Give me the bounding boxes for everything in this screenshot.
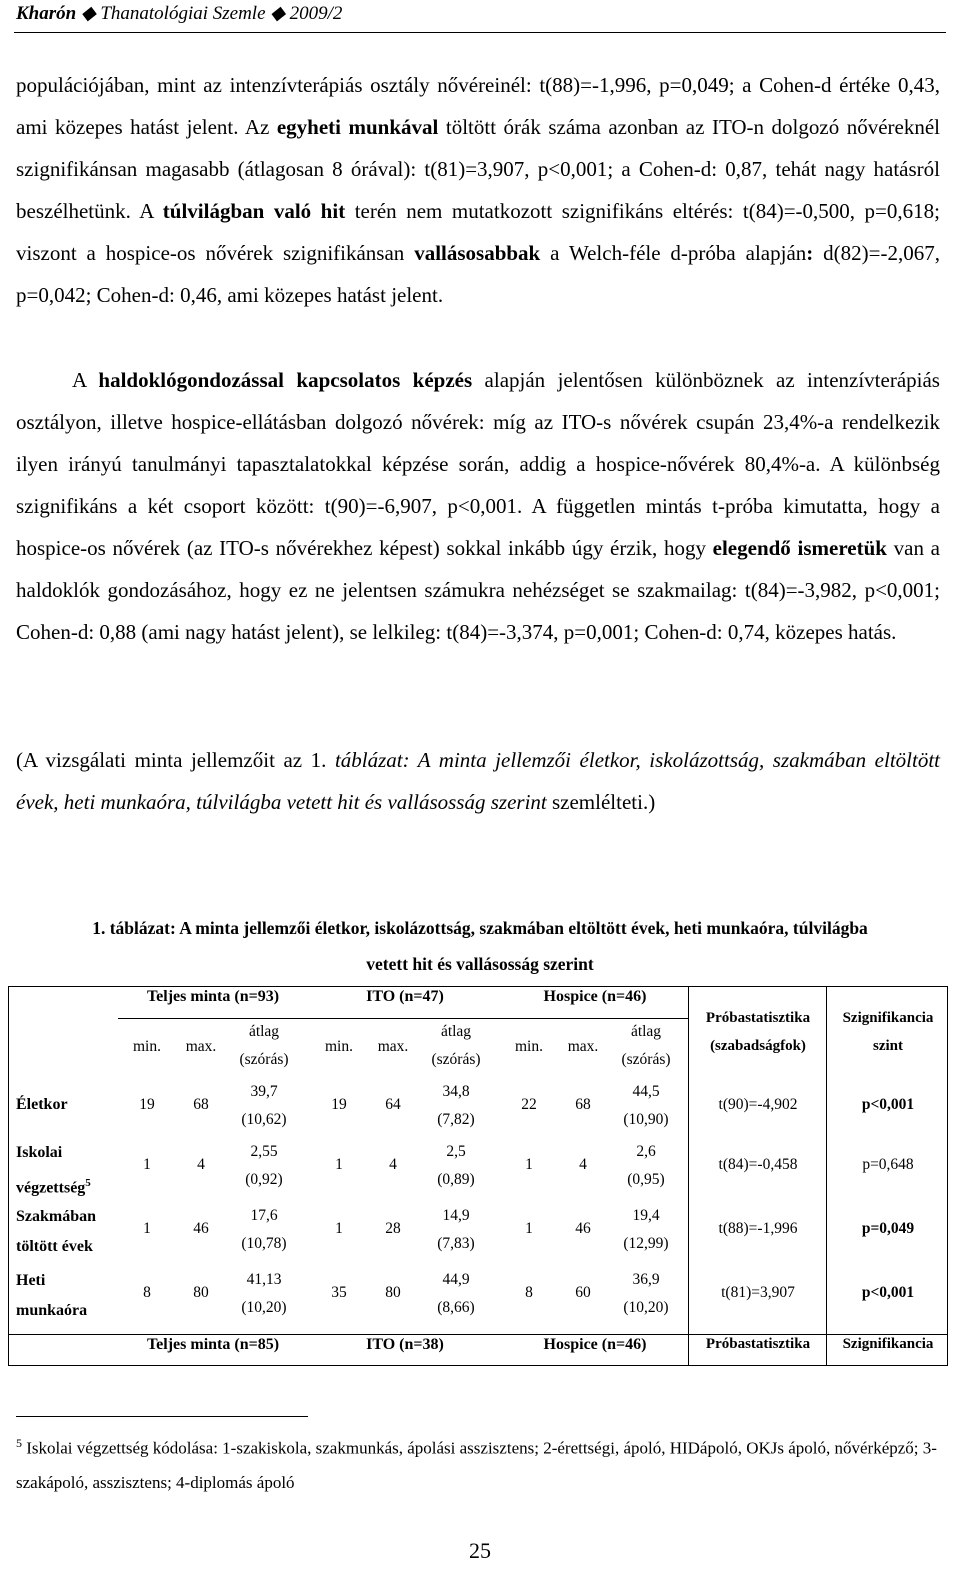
emphasis: vallásosabbak [414,241,541,265]
cell-mean-sd [604,1266,688,1322]
header-line: átlag [630,1023,662,1040]
row-label-line: Életkor [16,1096,68,1113]
cell-min: 19 [139,1096,155,1113]
cell-min: 1 [143,1220,151,1237]
cell-max: 80 [385,1284,401,1301]
table-rule [826,986,827,1366]
col-min-header: min. [325,1038,353,1055]
cell-min: 35 [331,1284,347,1301]
cell-sd: (10,62) [241,1111,287,1128]
row-label [16,1202,96,1262]
row-label-line: munkaóra [16,1302,88,1319]
journal-subtitle: Thanatológiai Szemle [100,3,266,24]
row-label-line: Iskolai [16,1144,63,1161]
cell-mean-sd [414,1138,498,1194]
text-run: a Welch-féle d-próba alapján [540,241,807,265]
cell-mean: 41,13 [246,1271,282,1288]
text-run: szemlélteti.) [546,790,656,814]
paragraph-2 [16,359,940,653]
header-line: Szignifikancia [842,1010,934,1026]
emphasis: túlvilágban való hit [162,199,346,223]
cell-mean: 2,55 [250,1143,278,1160]
cell-sd: (8,66) [437,1299,475,1316]
cell-min: 1 [335,1156,343,1173]
diamond-icon: ◆ [80,3,96,24]
test-stat-header [690,1004,826,1060]
table-rule [118,1018,688,1019]
table-rule [8,1334,948,1335]
col-min-header: min. [133,1038,161,1055]
cell-max: 64 [385,1096,401,1113]
header-line: (szórás) [431,1051,481,1068]
header-line: szint [873,1038,903,1054]
cell-significance: p<0,001 [861,1284,915,1301]
text-run: (A vizsgálati minta jellemzőit az 1. [16,748,335,772]
cell-sd: (7,82) [437,1111,475,1128]
cell-sd: (0,89) [437,1171,475,1188]
cell-max: 80 [193,1284,209,1301]
header-divider [14,32,946,33]
cell-test-stat: t(84)=-0,458 [718,1156,798,1173]
emphasis: elegendő ismeretük [712,536,887,560]
caption-line: vetett hit és vallásosság szerint [366,954,594,974]
emphasis: : [806,241,814,265]
col-mean-header [414,1018,498,1074]
page-number: 25 [469,1538,491,1563]
cell-mean-sd [414,1266,498,1322]
cell-max: 60 [575,1284,591,1301]
cell-min: 19 [331,1096,347,1113]
journal-name: Kharón [16,3,77,24]
col-min-header: min. [515,1038,543,1055]
header-line: (szabadságfok) [710,1038,806,1054]
group-header-hospice: Hospice (n=46) [543,988,647,1005]
cell-max: 4 [197,1156,205,1173]
group-footer-total: Teljes minta (n=85) [146,1336,280,1353]
row-label [16,1138,91,1203]
cell-mean-sd [604,1078,688,1134]
col-mean-header [604,1018,688,1074]
cell-sd: (10,90) [623,1111,669,1128]
cell-significance: p<0,001 [861,1096,915,1113]
group-header-ito: ITO (n=47) [366,988,444,1005]
cell-sd: (10,20) [623,1299,669,1316]
cell-mean-sd [222,1266,306,1322]
cell-mean: 19,4 [632,1207,660,1224]
cell-mean: 34,8 [442,1083,470,1100]
table-rule [688,986,689,1366]
group-footer-hospice: Hospice (n=46) [543,1336,647,1353]
col-max-header: max. [567,1038,599,1055]
paragraph-1 [16,64,940,316]
row-label-line: töltött évek [16,1238,93,1255]
cell-mean: 44,5 [632,1083,660,1100]
col-max-header: max. [377,1038,409,1055]
cell-mean-sd [414,1202,498,1258]
footnote-text: Iskolai végzettség kódolása: 1-szakiskola, szakmunkás, ápolási asszisztens; 2-érettségi, ápoló, HIDápoló, OKJs ápoló, nővérképző; 3-szakápoló, asszisztens; 4-diplomás ápoló [16,1438,937,1492]
cell-mean-sd [604,1202,688,1258]
cell-sd: (12,99) [623,1235,669,1252]
footnote [16,1426,946,1500]
row-label [16,1090,68,1120]
diamond-icon: ◆ [270,3,285,24]
cell-max: 28 [385,1220,401,1237]
cell-mean: 39,7 [250,1083,278,1100]
header-line: Próbastatisztika [705,1010,811,1026]
cell-min: 8 [143,1284,151,1301]
cell-sd: (7,83) [437,1235,475,1252]
cell-max: 46 [575,1220,591,1237]
emphasis: egyheti munkával [276,115,439,139]
cell-significance: p=0,049 [861,1220,915,1237]
col-max-header: max. [185,1038,217,1055]
text-run: d(82)=-2,067, p=0,042; Cohen-d: 0,46, ami közepes hatást jelent. [16,241,940,307]
text-run: alapján jelentősen különböznek az intenzívterápiás osztályon, illetve hospice-ellátásban dolgozó nővérek: míg az ITO-s nővérek csupán 23,4%-a rendelkezik ilyen irányú tanulmányi tapasztalatokkal képzése során, addig a hospice-nővérek 80,4%-a. A különbség szignifikáns a két csoport között: t(90)=-6,907, p<0,001. A független mintás t-próba kimutatta, hogy a hospice-os nővérek (az ITO-s nővérekhez képest) sokkal inkább úgy érzik, hogy [16,368,940,560]
cell-mean-sd [414,1078,498,1134]
cell-max: 68 [193,1096,209,1113]
cell-mean-sd [222,1138,306,1194]
cell-mean-sd [222,1078,306,1134]
running-header [16,2,342,25]
header-line: átlag [248,1023,280,1040]
cell-min: 1 [143,1156,151,1173]
table-reference: táblázat: A minta jellemzői életkor, iskolázottság, szakmában eltöltött évek, heti munkaóra, túlvilágba vetett hit és vallásosság szerint [16,748,940,814]
cell-mean-sd [222,1202,306,1258]
cell-test-stat: t(81)=3,907 [721,1284,795,1301]
footnote-marker: 5 [85,1177,91,1189]
row-label-line: végzettség [16,1179,86,1197]
header-line: átlag [440,1023,472,1040]
group-footer-ito: ITO (n=38) [366,1336,444,1353]
cell-mean: 2,6 [636,1143,656,1160]
cell-min: 8 [525,1284,533,1301]
journal-issue: 2009/2 [289,3,343,24]
cell-test-stat: t(88)=-1,996 [718,1220,798,1237]
cell-max: 68 [575,1096,591,1113]
header-line: (szórás) [621,1051,671,1068]
text-run: populációjában, mint az intenzívterápiás osztály nővéreinél: t(88)=-1,996, p=0,049; a Cohen-d értéke 0,43, ami közepes hatást jelent. Az [16,73,940,139]
text-run: töltött órák száma azonban az ITO-n dolgozó nővéreknél szignifikánsan magasabb (átlagosan 8 órával): t(81)=3,907, p<0,001; a Cohen-d: 0,87, tehát nagy hatásról beszélhetünk. A [16,115,940,223]
cell-mean-sd [604,1138,688,1194]
cell-mean: 14,9 [442,1207,470,1224]
cell-mean: 17,6 [250,1207,278,1224]
significance-header [828,1004,948,1060]
cell-min: 1 [335,1220,343,1237]
cell-mean: 36,9 [632,1271,660,1288]
cell-mean: 2,5 [446,1143,466,1160]
table-caption [16,910,944,982]
cell-significance: p=0,648 [862,1156,914,1173]
emphasis: haldoklógondozással kapcsolatos képzés [98,368,473,392]
cell-test-stat: t(90)=-4,902 [718,1096,798,1113]
text-run: terén nem mutatkozott szignifikáns eltérés: t(84)=-0,500, p=0,618; viszont a hospice-os nővérek szignifikánsan [16,199,940,265]
footnote-rule [16,1416,308,1417]
caption-line: 1. táblázat: A minta jellemzői életkor, iskolázottság, szakmában eltöltött évek, heti munkaóra, túlvilágba [92,918,868,938]
text-run: van a haldoklók gondozásához, hogy ez ne jelentsen számukra nehézséget se szakmailag: t(84)=-3,982, p<0,001; Cohen-d: 0,88 (ami nagy hatást jelent), se lelkileg: t(84)=-3,374, p=0,001; Cohen-d: 0,74, közepes hatás. [16,536,940,644]
cell-mean: 44,9 [442,1271,470,1288]
cell-sd: (10,20) [241,1299,287,1316]
text-run: A [72,368,99,392]
significance-footer: Szignifikancia [842,1336,934,1352]
group-header-total: Teljes minta (n=93) [146,988,280,1005]
row-label-line: Szakmában [16,1208,97,1225]
row-label [16,1266,87,1326]
header-line: (szórás) [239,1051,289,1068]
cell-max: 4 [579,1156,587,1173]
cell-max: 4 [389,1156,397,1173]
cell-sd: (10,78) [241,1235,287,1252]
cell-sd: (0,95) [627,1171,665,1188]
cell-min: 1 [525,1156,533,1173]
cell-min: 1 [525,1220,533,1237]
cell-min: 22 [521,1096,537,1113]
test-stat-footer: Próbastatisztika [705,1336,811,1352]
cell-sd: (0,92) [245,1171,283,1188]
paragraph-3 [16,739,940,823]
col-mean-header [222,1018,306,1074]
cell-max: 46 [193,1220,209,1237]
row-label-line: Heti [16,1272,46,1289]
footnote-number: 5 [16,1436,22,1450]
